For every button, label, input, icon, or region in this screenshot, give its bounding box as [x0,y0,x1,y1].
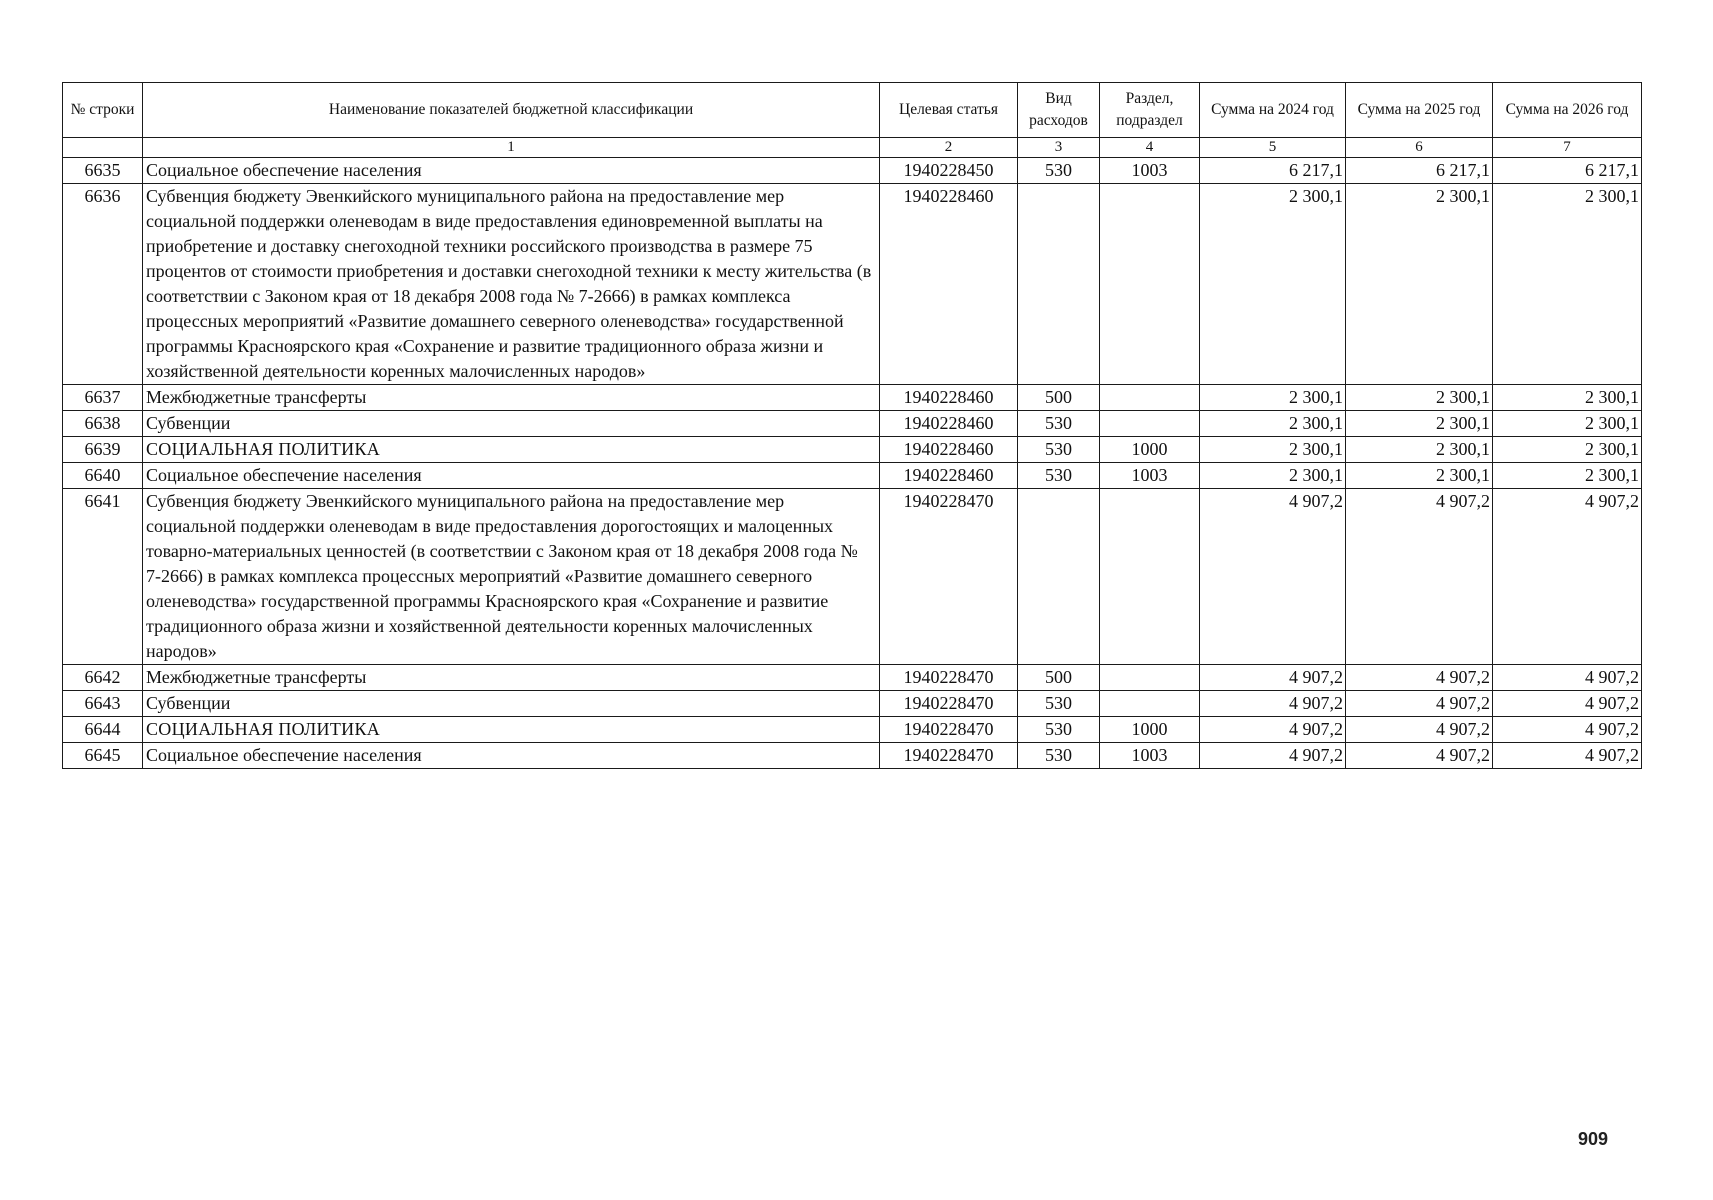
header-sum-2025: Сумма на 2025 год [1346,83,1493,138]
cell-expense-type: 500 [1018,385,1100,411]
cell-sum-2025: 4 907,2 [1346,691,1493,717]
column-number: 7 [1493,138,1642,158]
cell-target-article: 1940228470 [880,717,1018,743]
table-row [63,385,1642,411]
column-number: 2 [880,138,1018,158]
column-number: 6 [1346,138,1493,158]
cell-row-number: 6635 [63,158,143,184]
cell-sum-2025: 6 217,1 [1346,158,1493,184]
cell-indicator-name: Субвенция бюджету Эвенкийского муниципального района на предоставление мер социальной поддержки оленеводам в виде предоставления дорогостоящих и малоценных товарно-материальных ценностей (в соответствии с Законом края от 18 декабря 2008 года № 7-2666) в рамках комплекса процессных мероприятий «Развитие домашнего северного оленеводства» государственной программы Красноярского края «Сохранение и развитие традиционного образа жизни и хозяйственной деятельности коренных малочисленных народов» [143,489,880,665]
cell-sum-2026: 2 300,1 [1493,463,1642,489]
column-number: 1 [143,138,880,158]
cell-target-article: 1940228460 [880,437,1018,463]
table-row [63,437,1642,463]
cell-sum-2024: 2 300,1 [1200,411,1346,437]
table-row [63,743,1642,769]
table-row [63,463,1642,489]
header-sum-2024: Сумма на 2024 год [1200,83,1346,138]
column-number: 5 [1200,138,1346,158]
cell-row-number: 6642 [63,665,143,691]
cell-sum-2024: 4 907,2 [1200,717,1346,743]
cell-row-number: 6643 [63,691,143,717]
budget-table [62,82,1642,769]
header-row [63,83,1642,138]
cell-section: 1003 [1100,158,1200,184]
cell-target-article: 1940228460 [880,463,1018,489]
cell-sum-2026: 2 300,1 [1493,411,1642,437]
cell-indicator-name: Межбюджетные трансферты [143,665,880,691]
cell-row-number: 6639 [63,437,143,463]
cell-sum-2025: 4 907,2 [1346,665,1493,691]
cell-indicator-name: Социальное обеспечение населения [143,743,880,769]
cell-sum-2026: 4 907,2 [1493,489,1642,665]
column-number: 4 [1100,138,1200,158]
cell-expense-type [1018,489,1100,665]
cell-section: 1000 [1100,717,1200,743]
cell-sum-2025: 4 907,2 [1346,717,1493,743]
header-expense-type: Вид расходов [1018,83,1100,138]
cell-indicator-name: СОЦИАЛЬНАЯ ПОЛИТИКА [143,717,880,743]
cell-sum-2025: 2 300,1 [1346,411,1493,437]
cell-expense-type: 530 [1018,411,1100,437]
cell-indicator-name: Субвенции [143,411,880,437]
header-target-article: Целевая статья [880,83,1018,138]
cell-sum-2024: 4 907,2 [1200,691,1346,717]
table-row [63,158,1642,184]
cell-target-article: 1940228460 [880,184,1018,385]
cell-sum-2025: 4 907,2 [1346,489,1493,665]
cell-sum-2025: 2 300,1 [1346,463,1493,489]
cell-sum-2024: 2 300,1 [1200,184,1346,385]
table-row [63,665,1642,691]
cell-section [1100,411,1200,437]
cell-expense-type: 530 [1018,691,1100,717]
table-row [63,184,1642,385]
header-row-number: № строки [63,83,143,138]
cell-target-article: 1940228460 [880,385,1018,411]
cell-target-article: 1940228470 [880,691,1018,717]
cell-sum-2026: 2 300,1 [1493,184,1642,385]
cell-section [1100,691,1200,717]
cell-sum-2024: 2 300,1 [1200,437,1346,463]
cell-expense-type: 530 [1018,743,1100,769]
cell-sum-2024: 4 907,2 [1200,665,1346,691]
cell-target-article: 1940228470 [880,665,1018,691]
cell-section: 1003 [1100,463,1200,489]
cell-expense-type: 530 [1018,463,1100,489]
cell-sum-2025: 2 300,1 [1346,385,1493,411]
cell-sum-2025: 2 300,1 [1346,437,1493,463]
cell-section [1100,489,1200,665]
cell-indicator-name: Межбюджетные трансферты [143,385,880,411]
cell-sum-2026: 4 907,2 [1493,691,1642,717]
cell-target-article: 1940228450 [880,158,1018,184]
cell-target-article: 1940228470 [880,489,1018,665]
cell-indicator-name: Социальное обеспечение населения [143,463,880,489]
cell-section: 1003 [1100,743,1200,769]
cell-row-number: 6644 [63,717,143,743]
cell-sum-2024: 2 300,1 [1200,463,1346,489]
cell-row-number: 6638 [63,411,143,437]
cell-section [1100,184,1200,385]
cell-sum-2024: 4 907,2 [1200,489,1346,665]
cell-row-number: 6636 [63,184,143,385]
cell-sum-2025: 2 300,1 [1346,184,1493,385]
cell-section [1100,385,1200,411]
cell-expense-type: 530 [1018,717,1100,743]
cell-sum-2024: 2 300,1 [1200,385,1346,411]
cell-indicator-name: Субвенции [143,691,880,717]
cell-sum-2026: 2 300,1 [1493,385,1642,411]
cell-sum-2026: 2 300,1 [1493,437,1642,463]
cell-sum-2026: 6 217,1 [1493,158,1642,184]
cell-indicator-name: СОЦИАЛЬНАЯ ПОЛИТИКА [143,437,880,463]
column-number-row [63,138,1642,158]
header-section: Раздел, подраздел [1100,83,1200,138]
cell-row-number: 6645 [63,743,143,769]
cell-expense-type [1018,184,1100,385]
cell-expense-type: 500 [1018,665,1100,691]
cell-section: 1000 [1100,437,1200,463]
cell-target-article: 1940228470 [880,743,1018,769]
cell-sum-2024: 4 907,2 [1200,743,1346,769]
cell-indicator-name: Субвенция бюджету Эвенкийского муниципального района на предоставление мер социальной поддержки оленеводам в виде предоставления единовременной выплаты на приобретение и доставку снегоходной техники российского производства в размере 75 процентов от стоимости приобретения и доставки снегоходной техники к месту жительства (в соответствии с Законом края от 18 декабря 2008 года № 7-2666) в рамках комплекса процессных мероприятий «Развитие домашнего северного оленеводства» государственной программы Красноярского края «Сохранение и развитие традиционного образа жизни и хозяйственной деятельности коренных малочисленных народов» [143,184,880,385]
cell-row-number: 6637 [63,385,143,411]
cell-expense-type: 530 [1018,437,1100,463]
column-number: 3 [1018,138,1100,158]
table-body [63,158,1642,769]
header-indicator-name: Наименование показателей бюджетной классификации [143,83,880,138]
page-number: 909 [1578,1129,1609,1149]
cell-sum-2026: 4 907,2 [1493,743,1642,769]
cell-sum-2024: 6 217,1 [1200,158,1346,184]
cell-sum-2026: 4 907,2 [1493,717,1642,743]
cell-target-article: 1940228460 [880,411,1018,437]
cell-row-number: 6640 [63,463,143,489]
cell-sum-2025: 4 907,2 [1346,743,1493,769]
table-row [63,489,1642,665]
cell-indicator-name: Социальное обеспечение населения [143,158,880,184]
table-row [63,717,1642,743]
table-row [63,691,1642,717]
cell-expense-type: 530 [1018,158,1100,184]
cell-section [1100,665,1200,691]
header-sum-2026: Сумма на 2026 год [1493,83,1642,138]
cell-row-number: 6641 [63,489,143,665]
table-row [63,411,1642,437]
column-number [63,138,143,158]
cell-sum-2026: 4 907,2 [1493,665,1642,691]
